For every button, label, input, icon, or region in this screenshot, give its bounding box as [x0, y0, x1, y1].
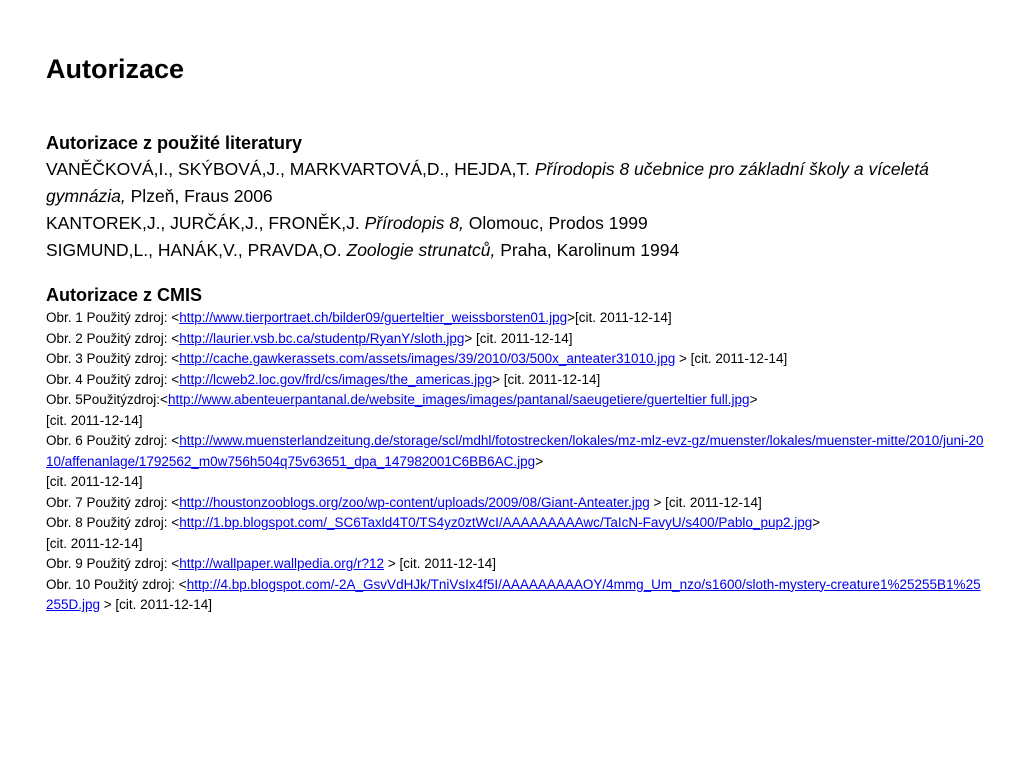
cmis-source-8: Obr. 8 Použitý zdroj: <http://1.bp.blogspot.com/_SC6Taxld4T0/TS4yz0ztWcI/AAAAAAAAAwc/TaIcN-FavyU/s400/Pablo_pup2.jpg> [cit. 2011-12-14] [46, 515, 821, 551]
cmis-heading: Autorizace z CMIS [46, 285, 203, 305]
cmis-source-7: Obr. 7 Použitý zdroj: <http://houstonzooblogs.org/zoo/wp-content/uploads/2009/08/Giant-Anteater.jpg > [cit. 2011-12-14] [46, 494, 762, 510]
source-link[interactable]: http://www.tierportraet.ch/bilder09/guerteltier_weissborsten01.jpg [179, 310, 568, 325]
cmis-source-4: Obr. 4 Použitý zdroj: <http://lcweb2.loc.gov/frd/cs/images/the_americas.jpg> [cit. 2011-12-14] [46, 371, 601, 387]
literature-ref-1: VANĚČKOVÁ,I., SKÝBOVÁ,J., MARKVARTOVÁ,D., HEJDA,T. Přírodopis 8 učebnice pro základní školy a víceletá gymnázia, Plzeň, Fraus 2006 [46, 159, 929, 206]
cmis-source-6: Obr. 6 Použitý zdroj: <http://www.muensterlandzeitung.de/storage/scl/mdhl/fotostrecken/lokales/mz-mlz-evz-gz/muenster/lokales/muenster-mitte/2010/juni-2010/affenanlage/1792562_m0w756h504q75v63651_dpa_147982001C6BB6AC.jpg> [cit. 2011-12-14] [46, 433, 984, 489]
cmis-source-1: Obr. 1 Použitý zdroj: <http://www.tierportraet.ch/bilder09/guerteltier_weissborsten01.jpg>[cit. 2011-12-14] [46, 310, 672, 325]
cmis-source-3: Obr. 3 Použitý zdroj: <http://cache.gawkerassets.com/assets/images/39/2010/03/500x_anteater31010.jpg > [cit. 2011-12-14] [46, 351, 788, 366]
slide-title: Autorizace [46, 54, 185, 84]
literature-heading: Autorizace z použité literatury [46, 133, 303, 153]
source-link[interactable]: http://wallpaper.wallpedia.org/r?12 [179, 556, 385, 571]
literature-ref-3: SIGMUND,L., HANÁK,V., PRAVDA,O. Zoologie strunatců, Praha, Karolinum 1994 [46, 240, 680, 260]
cmis-source-2: Obr. 2 Použitý zdroj: <http://laurier.vsb.bc.ca/studentp/RyanY/sloth.jpg> [cit. 2011-12-14] [46, 330, 573, 346]
source-link[interactable]: http://4.bp.blogspot.com/-2A_GsvVdHJk/TniVsIx4f5I/AAAAAAAAAOY/4mmg_Um_nzo/s1600/sloth-mystery-creature1%25255B1%25255D.jpg [46, 576, 981, 612]
literature-ref-2: KANTOREK,J., JURČÁK,J., FRONĚK,J. Přírodopis 8, Olomouc, Prodos 1999 [46, 213, 648, 233]
cmis-source-9: Obr. 9 Použitý zdroj: <http://wallpaper.wallpedia.org/r?12 > [cit. 2011-12-14] [46, 556, 497, 571]
source-link[interactable]: http://www.abenteuerpantanal.de/website_images/images/pantanal/saeugetiere/guerteltier full.jpg [167, 392, 750, 407]
source-link[interactable]: http://laurier.vsb.bc.ca/studentp/RyanY/sloth.jpg [179, 330, 465, 346]
source-link[interactable]: http://www.muensterlandzeitung.de/storage/scl/mdhl/fotostrecken/lokales/mz-mlz-evz-gz/muenster/lokales/muenster-mitte/2010/juni-2010/affenanlage/1792562_m0w756h504q75v63651_dpa_147982001C6BB6AC.jpg [46, 433, 984, 469]
source-link[interactable]: http://1.bp.blogspot.com/_SC6Taxld4T0/TS4yz0ztWcI/AAAAAAAAAwc/TaIcN-FavyU/s400/Pablo_pup2.jpg [179, 515, 813, 530]
cmis-source-10: Obr. 10 Použitý zdroj: <http://4.bp.blogspot.com/-2A_GsvVdHJk/TniVsIx4f5I/AAAAAAAAAOY/4mmg_Um_nzo/s1600/sloth-mystery-creature1%25255B1%25255D.jpg > [cit. 2011-12-14] [46, 576, 981, 612]
slide-body [46, 130, 986, 616]
source-link[interactable]: http://houstonzooblogs.org/zoo/wp-content/uploads/2009/08/Giant-Anteater.jpg [179, 494, 650, 510]
source-link[interactable]: http://cache.gawkerassets.com/assets/images/39/2010/03/500x_anteater31010.jpg [179, 351, 676, 366]
section-spacer [46, 264, 986, 282]
cmis-source-5: Obr. 5Použitýzdroj:<http://www.abenteuerpantanal.de/website_images/images/pantanal/saeugetiere/guerteltier full.jpg> [cit. 2011-12-14] [46, 392, 758, 428]
source-link[interactable]: http://lcweb2.loc.gov/frd/cs/images/the_americas.jpg [179, 371, 493, 387]
